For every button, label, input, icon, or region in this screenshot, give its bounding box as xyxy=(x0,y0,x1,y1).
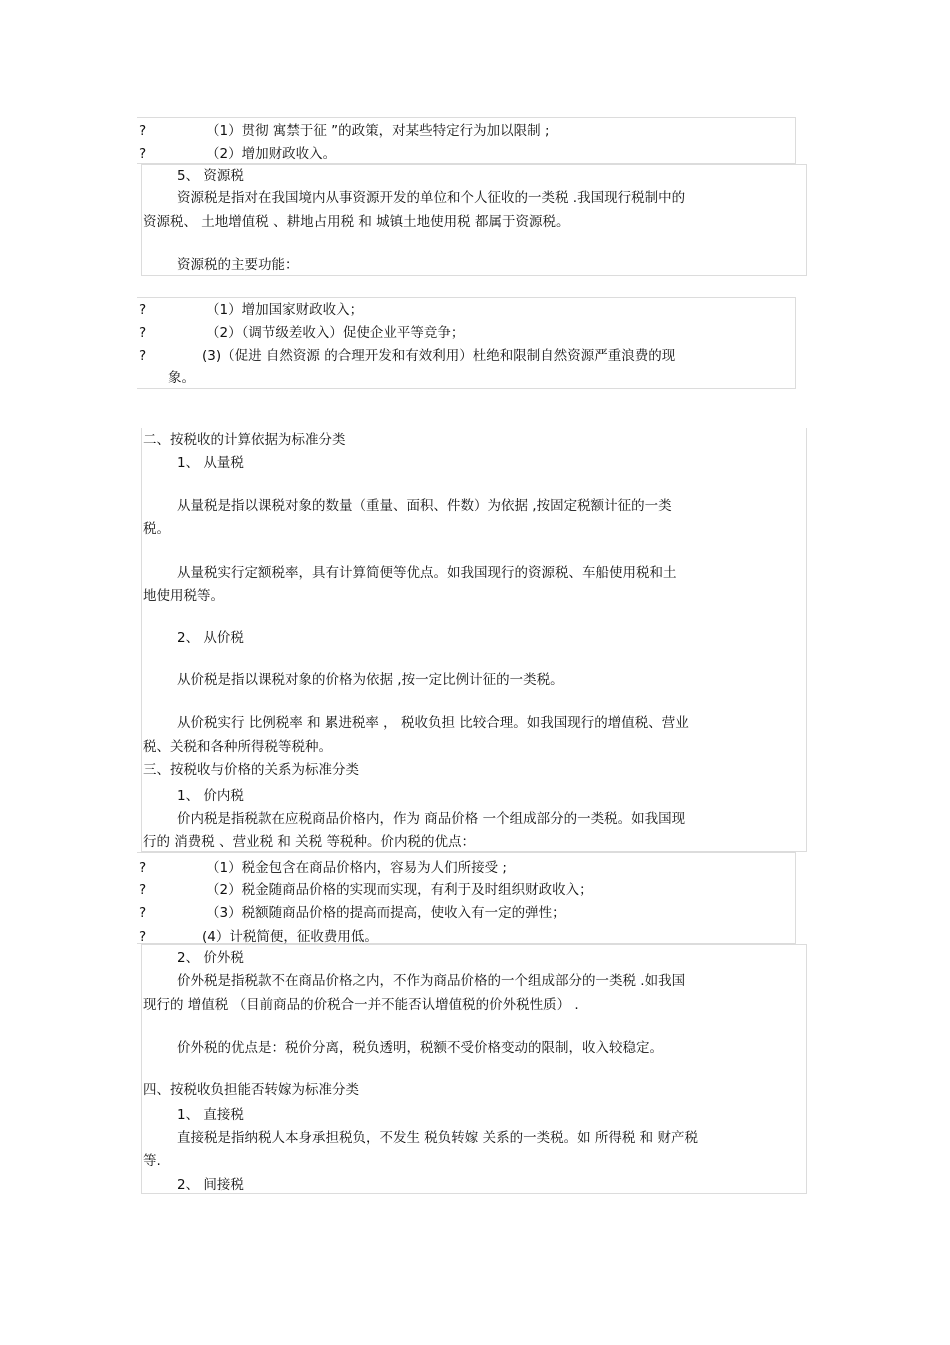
text-line: (3)（促进 自然资源 的合理开发和有效利用）杜绝和限制自然资源严重浪费的现 xyxy=(202,348,676,364)
text-line: （1）增加国家财政收入； xyxy=(206,302,364,318)
bullet-marker: ? xyxy=(139,123,147,139)
bullet-marker: ? xyxy=(139,860,147,876)
text-line: 等. xyxy=(143,1153,161,1169)
section-heading: 三、按税收与价格的关系为标准分类 xyxy=(143,762,359,778)
text-line: 从价税实行 比例税率 和 累进税率 ， 税收负担 比较合理。如我国现行的增值税、营业 xyxy=(177,715,689,731)
text-line: （2）（调节级差收入）促使企业平等竞争； xyxy=(206,325,465,341)
text-line: 从量税是指以课税对象的数量（重量、面积、件数）为依据 ,按固定税额计征的一类 xyxy=(177,498,672,514)
bullet-marker: ? xyxy=(139,882,147,898)
text-line: （3）税额随商品价格的提高而提高，使收入有一定的弹性； xyxy=(206,905,566,921)
subheading: 2、 间接税 xyxy=(177,1177,244,1193)
text-line: 地使用税等。 xyxy=(143,588,224,604)
text-line: 价内税是指税款在应税商品价格内，作为 商品价格 一个组成部分的一类税。如我国现 xyxy=(177,811,686,827)
text-line: 税。 xyxy=(143,521,170,537)
text-line: 资源税、 土地增值税 、耕地占用税 和 城镇土地使用税 都属于资源税。 xyxy=(143,214,570,230)
subheading: 1、 价内税 xyxy=(177,788,244,804)
text-line: （1）贯彻 寓禁于征 ”的政策，对某些特定行为加以限制 ; xyxy=(206,123,550,139)
bullet-marker: ? xyxy=(139,146,147,162)
bullet-marker: ? xyxy=(139,348,147,364)
text-line: 从价税是指以课税对象的价格为依据 ,按一定比例计征的一类税。 xyxy=(177,672,564,688)
text-line: （1）税金包含在商品价格内，容易为人们所接受 ; xyxy=(206,860,507,876)
subheading: 2、 从价税 xyxy=(177,630,244,646)
text-line: 资源税的主要功能： xyxy=(177,257,299,273)
text-line: （2）增加财政收入。 xyxy=(206,146,337,162)
text-line: 税、关税和各种所得税等税种。 xyxy=(143,739,332,755)
text-line: （2）税金随商品价格的实现而实现，有利于及时组织财政收入； xyxy=(206,882,593,898)
text-line: 直接税是指纳税人本身承担税负，不发生 税负转嫁 关系的一类税。如 所得税 和 财产税 xyxy=(177,1130,698,1146)
text-line: 价外税的优点是：税价分离，税负透明，税额不受价格变动的限制，收入较稳定。 xyxy=(177,1040,663,1056)
bullet-marker: ? xyxy=(139,325,147,341)
subheading: 1、 直接税 xyxy=(177,1107,244,1123)
text-line: 资源税是指对在我国境内从事资源开发的单位和个人征收的一类税 .我国现行税制中的 xyxy=(177,190,686,206)
bullet-marker: ? xyxy=(139,929,147,945)
bullet-marker: ? xyxy=(139,905,147,921)
subheading: 5、 资源税 xyxy=(177,168,244,184)
text-line: 价外税是指税款不在商品价格之内，不作为商品价格的一个组成部分的一类税 .如我国 xyxy=(177,973,686,989)
bullet-marker: ? xyxy=(139,302,147,318)
section-heading: 二、按税收的计算依据为标准分类 xyxy=(143,432,346,448)
text-line: 行的 消费税 、营业税 和 关税 等税种。价内税的优点： xyxy=(143,834,475,850)
text-line: 从量税实行定额税率，具有计算简便等优点。如我国现行的资源税、车船使用税和土 xyxy=(177,565,677,581)
subheading: 1、 从量税 xyxy=(177,455,244,471)
text-line: (4）计税简便，征收费用低。 xyxy=(202,929,378,945)
subheading: 2、 价外税 xyxy=(177,950,244,966)
text-line: 现行的 增值税 （目前商品的价税合一并不能否认增值税的价外税性质） . xyxy=(143,997,579,1013)
text-line: 象。 xyxy=(168,370,195,386)
section-heading: 四、按税收负担能否转嫁为标准分类 xyxy=(143,1082,359,1098)
